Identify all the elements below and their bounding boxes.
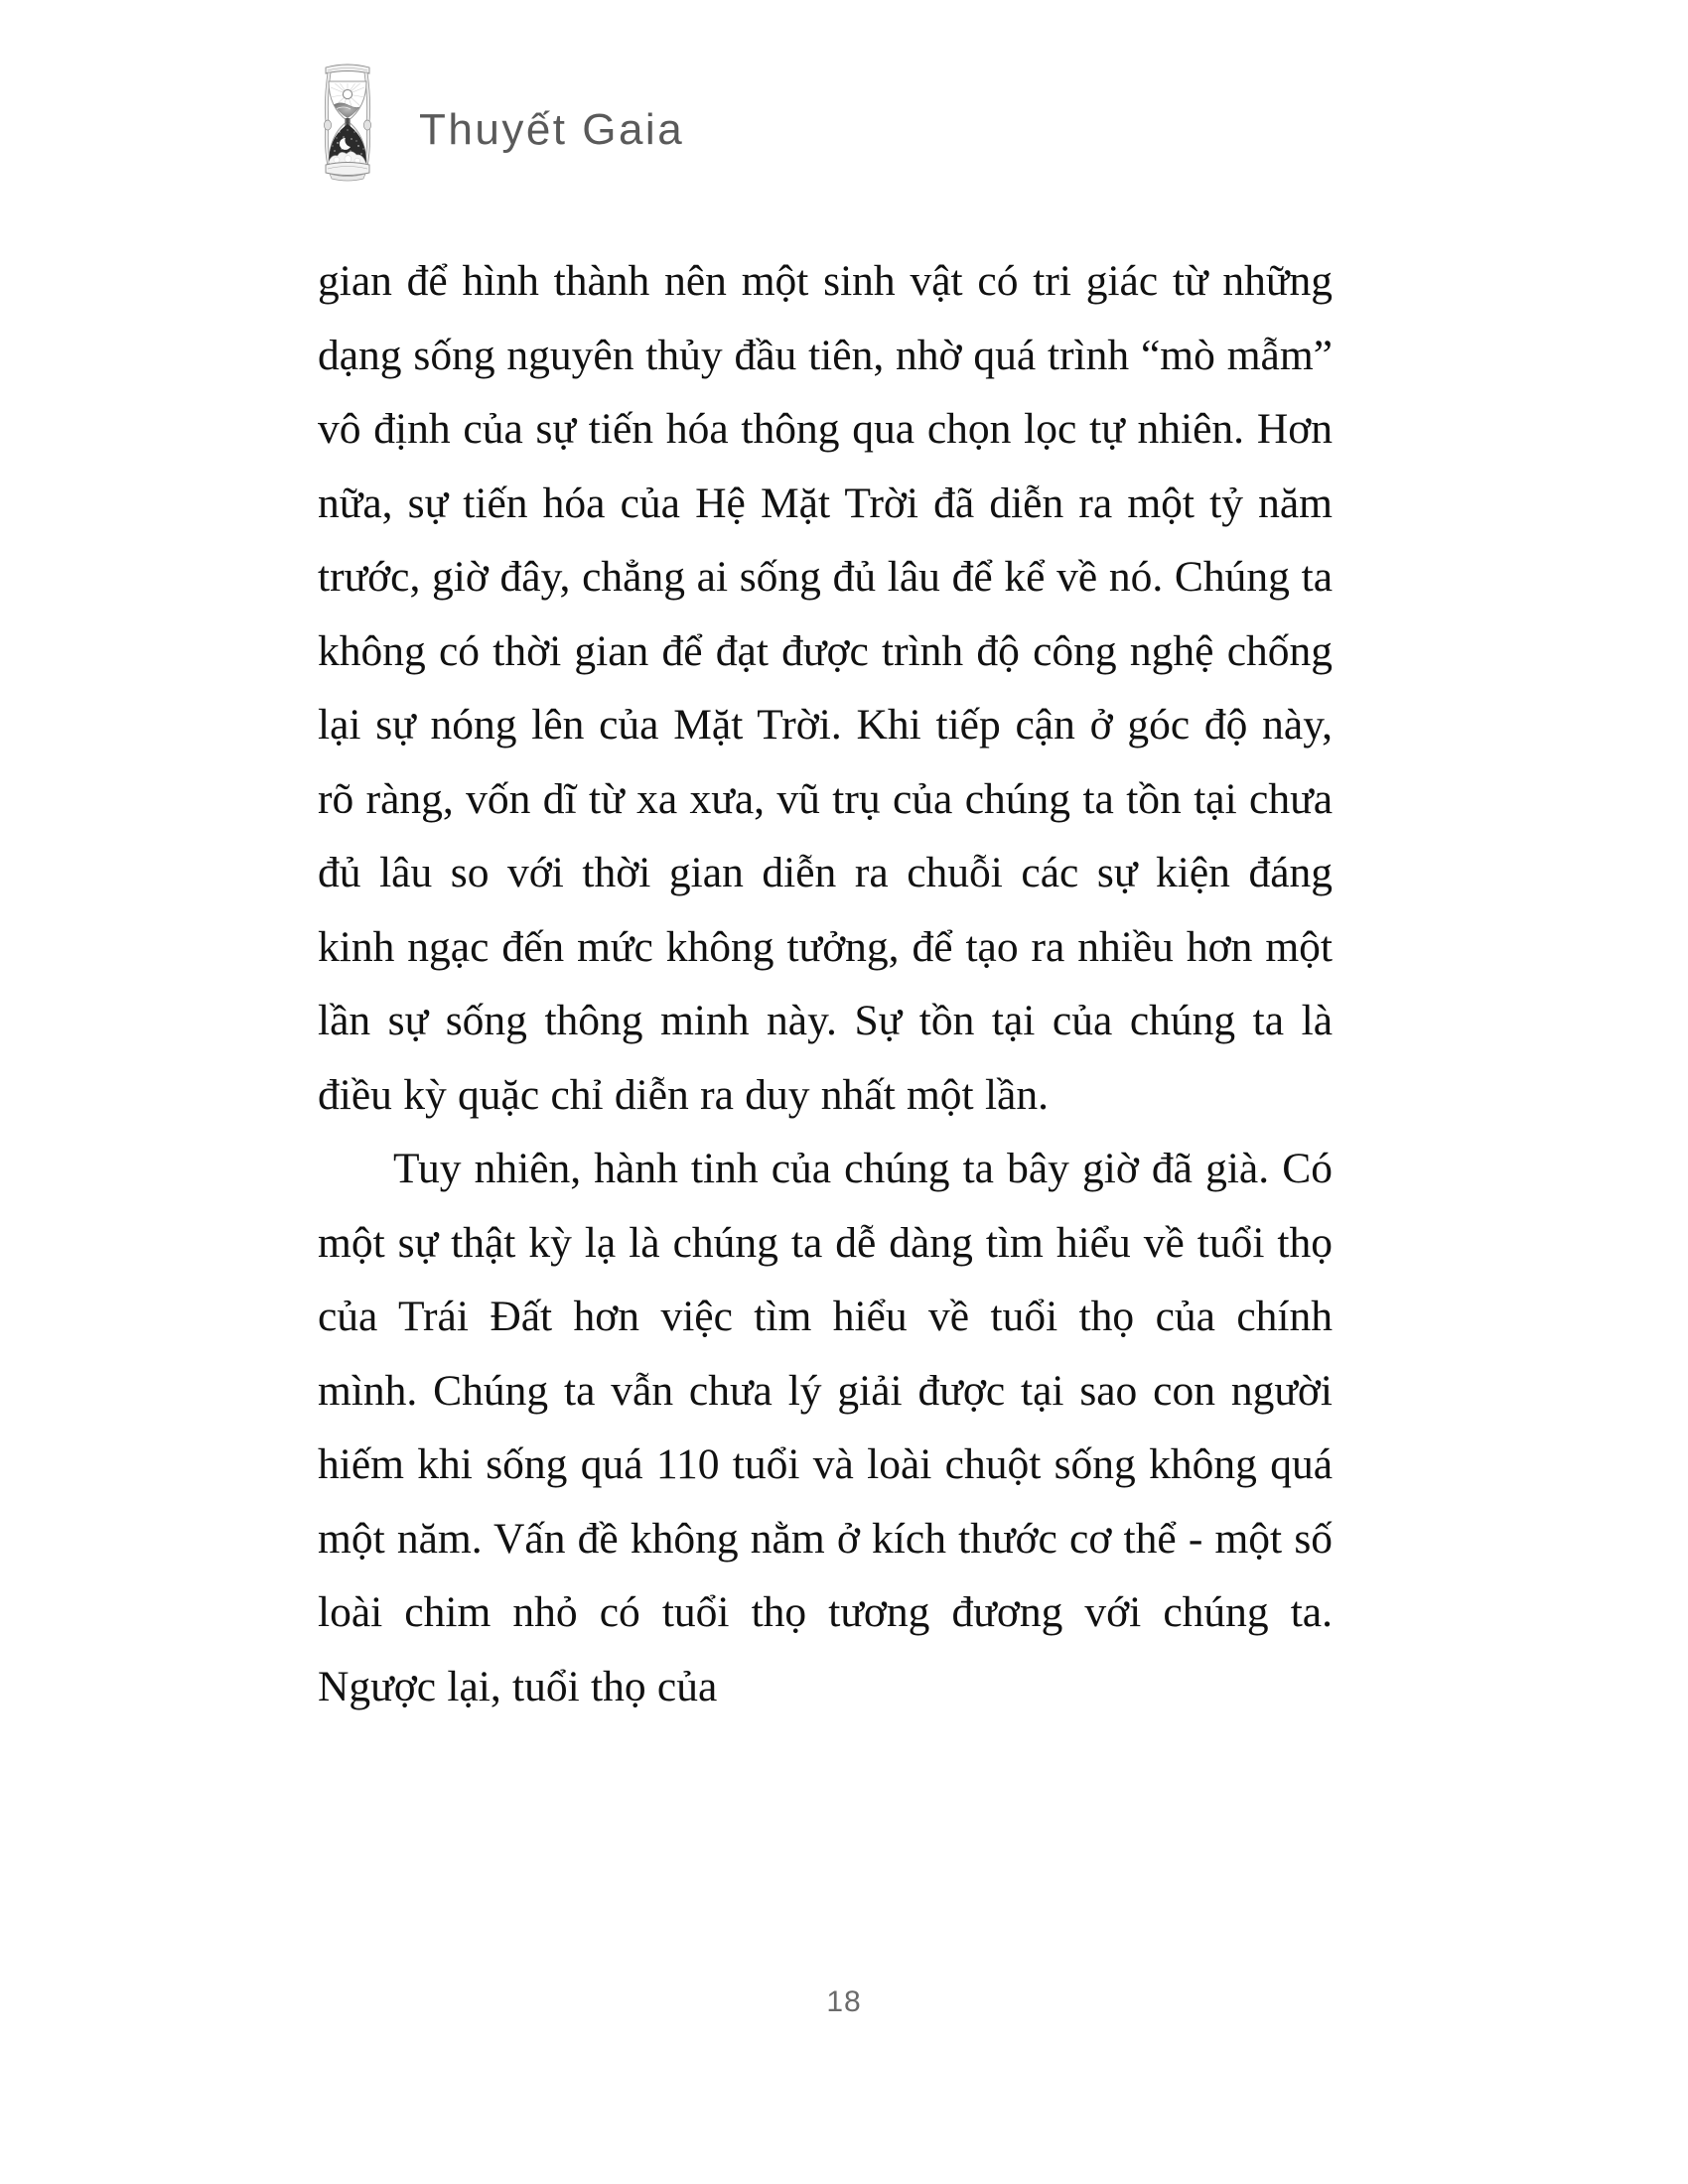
header-title: Thuyết Gaia <box>419 105 685 154</box>
page-number: 18 <box>826 1985 862 2018</box>
body-paragraph-new: Tuy nhiên, hành tinh của chúng ta bây giờ đã già. Có một sự thật kỳ lạ là chúng ta dễ dàng tìm hiểu về tuổi thọ của Trái Đất hơn việc tìm hiểu về tuổi thọ của chính mình. Chúng ta vẫn chưa lý giải được tại sao con người hiếm khi sống quá 110 tuổi và loài chuột sống không quá một năm. Vấn đề không nằm ở kích thước cơ thể - một số loài chim nhỏ có tuổi thọ tương đương với chúng ta. Ngược lại, tuổi thọ của <box>318 1145 1333 1710</box>
page-header <box>318 62 684 191</box>
page-body <box>318 244 1333 1723</box>
hourglass-icon <box>318 62 377 191</box>
body-paragraph-continued: gian để hình thành nên một sinh vật có tri giác từ những dạng sống nguyên thủy đầu tiên, nhờ quá trình “mò mẫm” vô định của sự tiến hóa thông qua chọn lọc tự nhiên. Hơn nữa, sự tiến hóa của Hệ Mặt Trời đã diễn ra một tỷ năm trước, giờ đây, chẳng ai sống đủ lâu để kể về nó. Chúng ta không có thời gian để đạt được trình độ công nghệ chống lại sự nóng lên của Mặt Trời. Khi tiếp cận ở góc độ này, rõ ràng, vốn dĩ từ xa xưa, vũ trụ của chúng ta tồn tại chưa đủ lâu so với thời gian diễn ra chuỗi các sự kiện đáng kinh ngạc đến mức không tưởng, để tạo ra nhiều hơn một lần sự sống thông minh này. Sự tồn tại của chúng ta là điều kỳ quặc chỉ diễn ra duy nhất một lần. <box>318 257 1333 1119</box>
